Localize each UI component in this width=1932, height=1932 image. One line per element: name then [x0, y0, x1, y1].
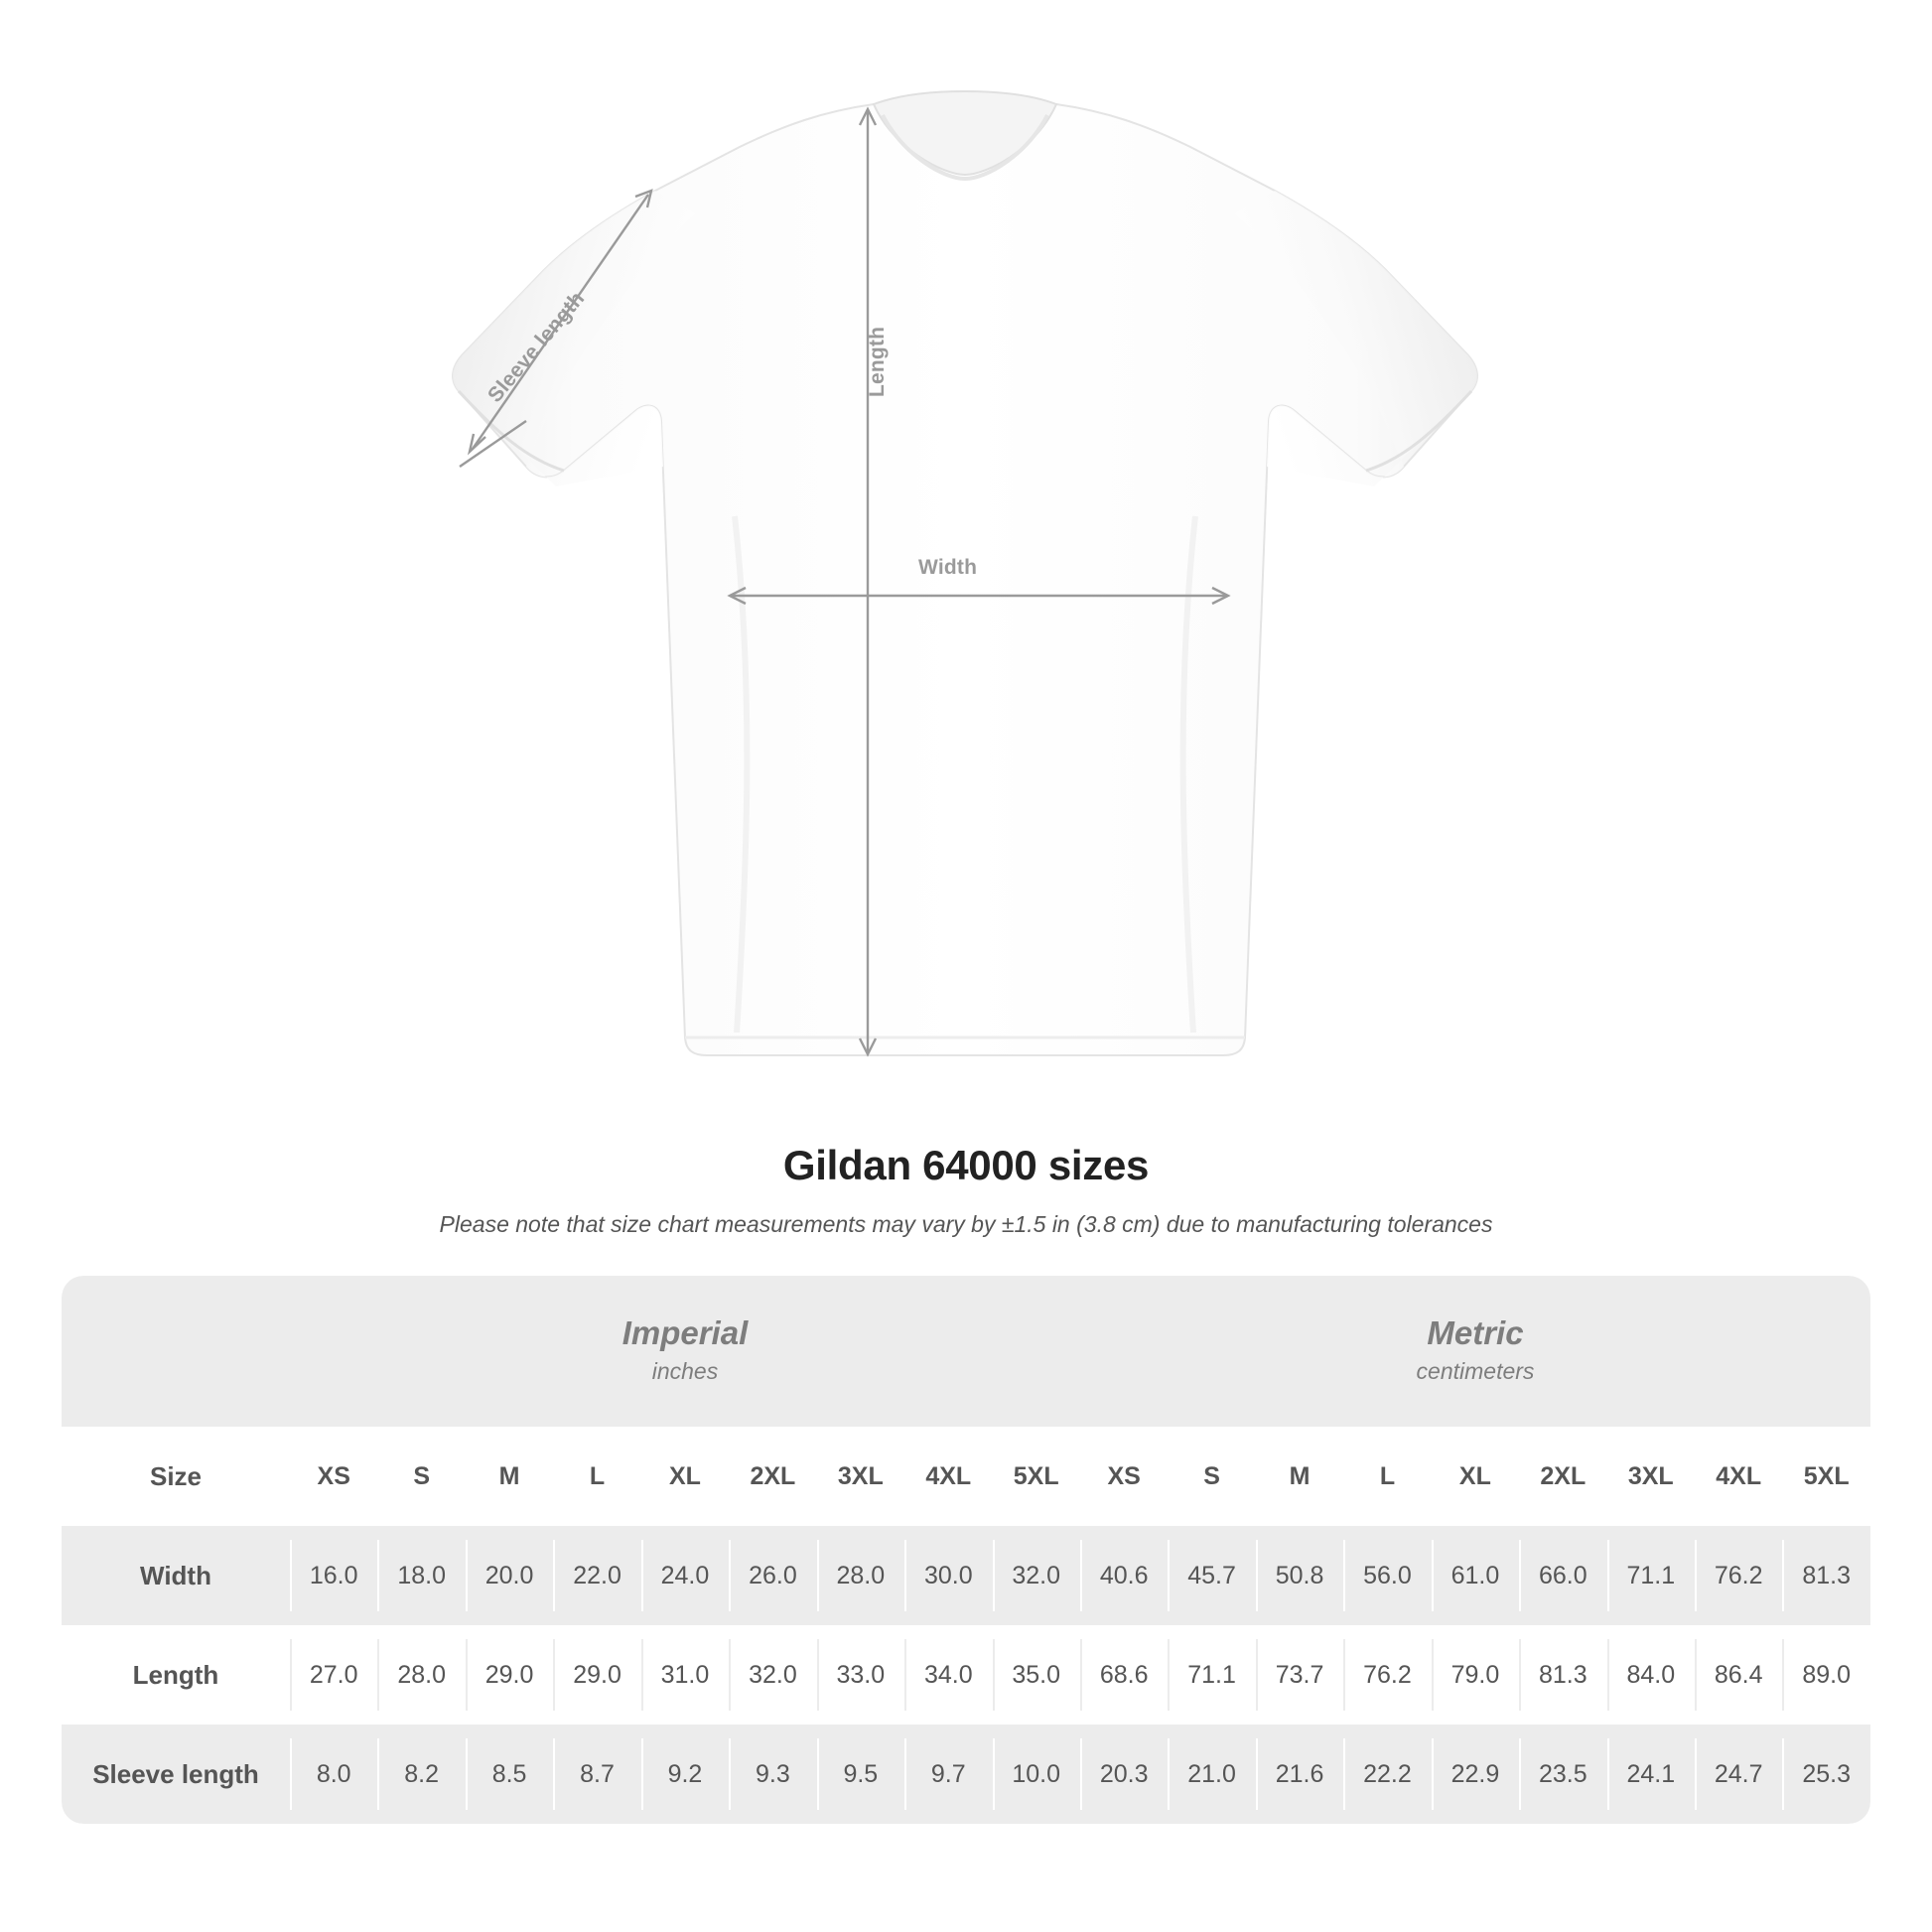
cell-width-14: 66.0	[1519, 1526, 1606, 1625]
cell-sleeve-12: 22.2	[1343, 1725, 1431, 1824]
page-title: Gildan 64000 sizes	[782, 1142, 1150, 1188]
cell-length-12: 76.2	[1343, 1625, 1431, 1725]
imperial-sub-label: inches	[651, 1358, 719, 1385]
metric-label: Metric	[1427, 1313, 1524, 1351]
cell-width-8: 32.0	[993, 1526, 1080, 1625]
col-header-3xl-imperial: 3XL	[817, 1427, 904, 1526]
col-header-l-metric: L	[1343, 1427, 1431, 1526]
col-header-s-imperial: S	[377, 1427, 465, 1526]
cell-length-11: 73.7	[1256, 1625, 1343, 1725]
col-header-xs-metric: XS	[1080, 1427, 1168, 1526]
cell-length-14: 81.3	[1519, 1625, 1606, 1725]
tolerance-note: Please note that size chart measurements may vary by ±1.5 in (3.8 cm) due to manufacturing tolerances	[439, 1211, 1493, 1237]
table-row-sleeve-length	[62, 1725, 1870, 1824]
col-header-2xl-imperial: 2XL	[729, 1427, 816, 1526]
cell-width-5: 26.0	[729, 1526, 816, 1625]
col-header-xl-imperial: XL	[641, 1427, 729, 1526]
cell-length-3: 29.0	[553, 1625, 640, 1725]
cell-width-7: 30.0	[904, 1526, 992, 1625]
col-header-m-imperial: M	[466, 1427, 553, 1526]
col-header-xs-imperial: XS	[290, 1427, 377, 1526]
cell-width-0: 16.0	[290, 1526, 377, 1625]
cell-length-15: 84.0	[1607, 1625, 1695, 1725]
size-header-label: Size	[62, 1427, 290, 1526]
cell-length-17: 89.0	[1782, 1625, 1870, 1725]
cell-sleeve-0: 8.0	[290, 1725, 377, 1824]
unit-header-row	[62, 1276, 1870, 1427]
cell-sleeve-6: 9.5	[817, 1725, 904, 1824]
col-header-xl-metric: XL	[1432, 1427, 1519, 1526]
table-row-width	[62, 1526, 1870, 1625]
cell-width-16: 76.2	[1695, 1526, 1782, 1625]
cell-length-8: 35.0	[993, 1625, 1080, 1725]
col-header-3xl-metric: 3XL	[1607, 1427, 1695, 1526]
cell-width-6: 28.0	[817, 1526, 904, 1625]
cell-length-4: 31.0	[641, 1625, 729, 1725]
cell-width-2: 20.0	[466, 1526, 553, 1625]
cell-sleeve-17: 25.3	[1782, 1725, 1870, 1824]
imperial-label: Imperial	[621, 1313, 749, 1351]
length-label: Length	[866, 326, 889, 397]
cell-sleeve-13: 22.9	[1432, 1725, 1519, 1824]
row-label-width: Width	[62, 1526, 290, 1625]
imperial-unit-cell	[290, 1276, 1080, 1427]
col-header-5xl-metric: 5XL	[1782, 1427, 1870, 1526]
sleeve-length-label: Sleeve length	[483, 287, 590, 407]
cell-width-3: 22.0	[553, 1526, 640, 1625]
cell-sleeve-3: 8.7	[553, 1725, 640, 1824]
cell-length-7: 34.0	[904, 1625, 992, 1725]
cell-sleeve-11: 21.6	[1256, 1725, 1343, 1824]
cell-sleeve-7: 9.7	[904, 1725, 992, 1824]
cell-length-1: 28.0	[377, 1625, 465, 1725]
cell-length-0: 27.0	[290, 1625, 377, 1725]
size-header-row	[62, 1427, 1870, 1526]
cell-length-6: 33.0	[817, 1625, 904, 1725]
cell-width-11: 50.8	[1256, 1526, 1343, 1625]
col-header-4xl-metric: 4XL	[1695, 1427, 1782, 1526]
row-label-length: Length	[62, 1625, 290, 1725]
cell-length-9: 68.6	[1080, 1625, 1168, 1725]
cell-length-5: 32.0	[729, 1625, 816, 1725]
cell-length-10: 71.1	[1168, 1625, 1255, 1725]
col-header-4xl-imperial: 4XL	[904, 1427, 992, 1526]
metric-sub-label: centimeters	[1416, 1358, 1535, 1385]
cell-width-12: 56.0	[1343, 1526, 1431, 1625]
cell-width-13: 61.0	[1432, 1526, 1519, 1625]
cell-length-2: 29.0	[466, 1625, 553, 1725]
width-label: Width	[918, 556, 978, 579]
cell-sleeve-1: 8.2	[377, 1725, 465, 1824]
col-header-m-metric: M	[1256, 1427, 1343, 1526]
title-block	[0, 1142, 1932, 1238]
cell-width-1: 18.0	[377, 1526, 465, 1625]
cell-width-17: 81.3	[1782, 1526, 1870, 1625]
cell-length-16: 86.4	[1695, 1625, 1782, 1725]
cell-sleeve-15: 24.1	[1607, 1725, 1695, 1824]
size-table	[62, 1276, 1870, 1824]
cell-sleeve-5: 9.3	[729, 1725, 816, 1824]
col-header-l-imperial: L	[553, 1427, 640, 1526]
cell-sleeve-9: 20.3	[1080, 1725, 1168, 1824]
cell-width-4: 24.0	[641, 1526, 729, 1625]
cell-sleeve-4: 9.2	[641, 1725, 729, 1824]
col-header-s-metric: S	[1168, 1427, 1255, 1526]
col-header-5xl-imperial: 5XL	[993, 1427, 1080, 1526]
col-header-2xl-metric: 2XL	[1519, 1427, 1606, 1526]
metric-unit-cell	[1080, 1276, 1870, 1427]
cell-width-10: 45.7	[1168, 1526, 1255, 1625]
unit-spacer	[62, 1276, 290, 1427]
table-row-length	[62, 1625, 1870, 1725]
cell-sleeve-8: 10.0	[993, 1725, 1080, 1824]
size-table-wrapper	[62, 1276, 1870, 1824]
cell-sleeve-10: 21.0	[1168, 1725, 1255, 1824]
cell-width-15: 71.1	[1607, 1526, 1695, 1625]
cell-sleeve-14: 23.5	[1519, 1725, 1606, 1824]
row-label-sleeve-length: Sleeve length	[62, 1725, 290, 1824]
cell-length-13: 79.0	[1432, 1625, 1519, 1725]
cell-width-9: 40.6	[1080, 1526, 1168, 1625]
cell-sleeve-16: 24.7	[1695, 1725, 1782, 1824]
cell-sleeve-2: 8.5	[466, 1725, 553, 1824]
